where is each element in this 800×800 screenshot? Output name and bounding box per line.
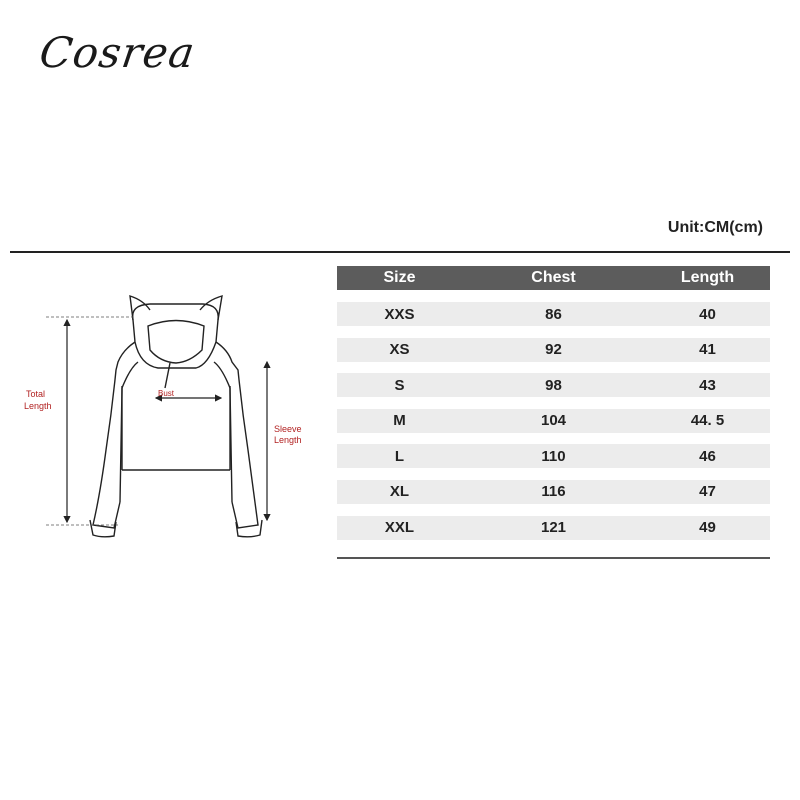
header-size: Size: [383, 269, 416, 286]
cell-length: 41: [699, 341, 716, 359]
table-row: [337, 302, 770, 326]
header-divider: [10, 251, 790, 253]
table-row: [337, 516, 770, 540]
cell-chest: 98: [545, 376, 562, 394]
table-row: [337, 373, 770, 397]
total-length-label-2: Length: [24, 401, 52, 411]
table-row: [337, 444, 770, 468]
cell-size: XS: [389, 341, 410, 359]
cell-chest: 110: [541, 447, 566, 465]
sleeve-length-label-2: Length: [274, 435, 302, 445]
hoodie-outline: [90, 296, 262, 537]
cell-length: 47: [699, 483, 716, 501]
total-length-label-1: Total: [26, 389, 46, 399]
cell-length: 40: [699, 305, 716, 323]
cell-length: 49: [699, 519, 716, 537]
cell-size: XL: [389, 483, 410, 501]
table-row: [337, 338, 770, 362]
table-bottom-divider: [337, 557, 770, 559]
cell-size: XXS: [384, 305, 415, 323]
sleeve-length-label-1: Sleeve: [274, 424, 302, 434]
header-chest: Chest: [531, 269, 576, 286]
cell-chest: 116: [541, 483, 566, 501]
cell-chest: 104: [540, 412, 567, 430]
cell-chest: 86: [545, 305, 562, 323]
cell-size: M: [393, 412, 406, 430]
table-row: [337, 409, 770, 433]
cell-size: XXL: [384, 519, 415, 537]
cell-length: 46: [699, 447, 716, 465]
hoodie-diagram: [18, 270, 323, 550]
cell-size: S: [394, 376, 405, 394]
table-row: [337, 480, 770, 504]
brand-logo: Cosrea: [36, 28, 199, 77]
cell-length: 43: [699, 376, 716, 394]
cell-length: 44. 5: [690, 412, 725, 430]
cell-size: L: [394, 447, 405, 465]
cell-chest: 92: [545, 341, 562, 359]
header-length: Length: [680, 269, 735, 286]
table-header-row: [337, 266, 770, 290]
cell-chest: 121: [540, 519, 567, 537]
unit-label: Unit:CM(cm): [667, 219, 763, 236]
bust-label: Bust: [158, 389, 175, 398]
size-chart-table: [337, 266, 770, 551]
